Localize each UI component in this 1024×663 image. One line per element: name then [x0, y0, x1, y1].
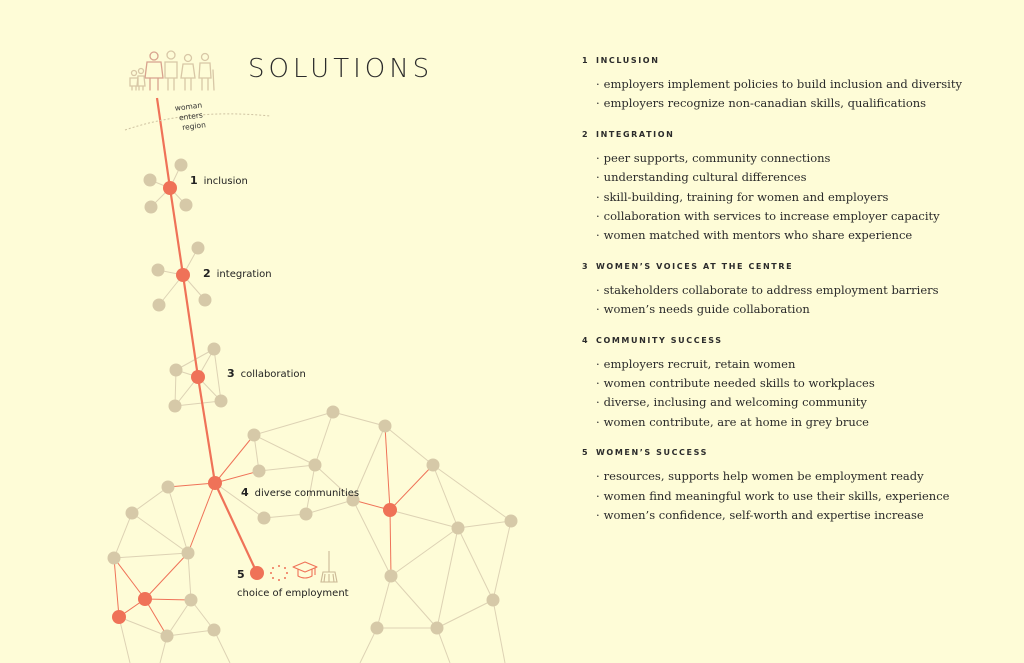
- network-edge: [458, 521, 511, 528]
- network-edge: [114, 558, 145, 599]
- network-node: [169, 400, 182, 413]
- network-edge: [167, 630, 214, 636]
- network-edge: [215, 435, 254, 483]
- section-title: WOMEN’S VOICES AT THE CENTRE: [596, 261, 794, 271]
- list-item: · diverse, inclusing and welcoming community: [596, 393, 1002, 412]
- network-edge: [259, 465, 315, 471]
- network-edge: [390, 465, 433, 510]
- list-item: · employers recognize non-canadian skills, qualifications: [596, 94, 1002, 113]
- stage-label-integration: [203, 267, 272, 280]
- entry-label-line: region: [181, 120, 207, 133]
- list-item: · skill-building, training for women and employers: [596, 188, 1002, 207]
- section-items: [596, 149, 1002, 246]
- graduation-cap-icon: [293, 562, 317, 578]
- network-edge: [493, 600, 505, 663]
- network-node: [192, 242, 205, 255]
- network-edge: [493, 521, 511, 600]
- entry-label: [174, 100, 206, 133]
- network-node: [487, 594, 500, 607]
- network-edge: [168, 487, 188, 553]
- section-womens-success: [582, 447, 1002, 525]
- stage-node: [250, 566, 264, 580]
- network-edge: [132, 487, 168, 513]
- stage-number: 5: [237, 568, 245, 581]
- section-items: [596, 281, 1002, 320]
- network-edge: [333, 412, 385, 426]
- network-edge: [145, 553, 188, 599]
- network-node: [208, 343, 221, 356]
- network-node: [145, 201, 158, 214]
- section-heading: [582, 129, 1002, 141]
- list-item: · employers implement policies to build inclusion and diversity: [596, 75, 1002, 94]
- stage-text: inclusion: [203, 176, 248, 187]
- list-item: · women find meaningful work to use their skills, experience: [596, 487, 1002, 506]
- section-heading: [582, 335, 1002, 347]
- network-edge: [188, 483, 215, 553]
- network-node: [258, 512, 271, 525]
- entry-label-line: enters: [178, 110, 204, 123]
- family-icon: [130, 51, 214, 90]
- network-edge: [437, 600, 493, 628]
- network-edge: [391, 528, 458, 576]
- network-edge: [390, 510, 458, 528]
- entry-label-line: woman: [174, 100, 203, 113]
- stage-label-collaboration: [227, 367, 306, 380]
- network-edge: [315, 412, 333, 465]
- network-node: [153, 299, 166, 312]
- network-node: [144, 174, 157, 187]
- section-womens-voices: [582, 261, 1002, 320]
- network-node: [182, 547, 195, 560]
- section-number: 2: [582, 129, 590, 139]
- network-edge: [458, 528, 493, 600]
- section-heading: [582, 261, 1002, 273]
- network-edge: [391, 576, 437, 628]
- network-node: [170, 364, 183, 377]
- list-item: · resources, supports help women be employment ready: [596, 467, 1002, 486]
- stage-label-inclusion: [190, 174, 248, 187]
- stage-number: 3: [227, 367, 235, 380]
- network-node: [162, 481, 175, 494]
- network-node: [161, 630, 174, 643]
- network-node: [309, 459, 322, 472]
- stage-label-diverse-communities: [241, 486, 359, 499]
- stage-node: [138, 592, 152, 606]
- section-heading: [582, 55, 1002, 67]
- network-edge: [385, 426, 390, 510]
- stage-node: [112, 610, 126, 624]
- network-node: [126, 507, 139, 520]
- network-node: [300, 508, 313, 521]
- list-item: · women’s needs guide collaboration: [596, 300, 1002, 319]
- network-node: [385, 570, 398, 583]
- section-number: 5: [582, 448, 590, 458]
- section-inclusion: [582, 55, 1002, 114]
- network-edge: [390, 510, 391, 576]
- journey-segment: [198, 377, 215, 483]
- list-item: · stakeholders collaborate to address employment barriers: [596, 281, 1002, 300]
- stage-number: 1: [190, 174, 198, 187]
- section-number: 3: [582, 261, 590, 271]
- stage-node: [208, 476, 222, 490]
- network-node: [208, 624, 221, 637]
- network-edge: [132, 513, 188, 553]
- list-item: · peer supports, community connections: [596, 149, 1002, 168]
- network-edge: [385, 426, 433, 465]
- network-node: [452, 522, 465, 535]
- network-edge: [114, 558, 119, 617]
- list-item: · employers recruit, retain women: [596, 355, 1002, 374]
- list-item: · understanding cultural differences: [596, 168, 1002, 187]
- network-edge: [175, 401, 221, 406]
- section-number: 4: [582, 335, 590, 345]
- section-items: [596, 75, 1002, 114]
- network-edge: [433, 465, 511, 521]
- stage-number: 4: [241, 486, 249, 499]
- network-edge: [306, 500, 353, 514]
- network-node: [379, 420, 392, 433]
- network-node: [199, 294, 212, 307]
- network-node: [505, 515, 518, 528]
- network-node: [253, 465, 266, 478]
- stage-label-employment: [237, 568, 251, 581]
- network-edge: [114, 513, 132, 558]
- section-title: INCLUSION: [596, 56, 660, 65]
- stage-text: diverse communities: [254, 488, 360, 499]
- network-edge: [254, 412, 333, 435]
- section-items: [596, 355, 1002, 433]
- stage-node: [383, 503, 397, 517]
- list-item: · women matched with mentors who share experience: [596, 226, 1002, 245]
- list-item: · women contribute needed skills to workplaces: [596, 374, 1002, 393]
- network-node: [185, 594, 198, 607]
- network-node: [371, 622, 384, 635]
- network-node: [431, 622, 444, 635]
- choice-of-employment-label: choice of employment: [237, 588, 349, 599]
- stage-text: integration: [216, 269, 272, 280]
- section-title: WOMEN’S SUCCESS: [596, 448, 708, 458]
- journey-segment: [157, 98, 170, 188]
- list-item: · women contribute, are at home in grey bruce: [596, 413, 1002, 432]
- network-node: [175, 159, 188, 172]
- solutions-list: [582, 55, 1002, 541]
- section-title: COMMUNITY SUCCESS: [596, 335, 723, 345]
- network-node: [152, 264, 165, 277]
- stage-node: [191, 370, 205, 384]
- network-node: [248, 429, 261, 442]
- section-items: [596, 467, 1002, 525]
- section-integration: [582, 129, 1002, 246]
- network-edge: [377, 576, 391, 628]
- section-heading: [582, 447, 1002, 459]
- stage-number: 2: [203, 267, 211, 280]
- network-node: [427, 459, 440, 472]
- network-edge: [188, 553, 191, 600]
- network-edge: [168, 483, 215, 487]
- network-node: [180, 199, 193, 212]
- broom-icon: [321, 551, 337, 582]
- list-item: · women’s confidence, self-worth and expertise increase: [596, 506, 1002, 525]
- stage-node: [163, 181, 177, 195]
- section-community-success: [582, 335, 1002, 433]
- section-number: 1: [582, 56, 590, 65]
- network-edge: [119, 617, 130, 663]
- network-node: [215, 395, 228, 408]
- network-edge: [254, 435, 315, 465]
- stage-node: [176, 268, 190, 282]
- network-node: [327, 406, 340, 419]
- network-edge: [114, 553, 188, 558]
- network-edge: [119, 617, 167, 636]
- network-edge: [214, 349, 221, 401]
- list-item: · collaboration with services to increase employer capacity: [596, 207, 1002, 226]
- page-title: SOLUTIONS: [248, 54, 434, 84]
- network-node: [108, 552, 121, 565]
- network-edge: [437, 528, 458, 628]
- section-title: INTEGRATION: [596, 129, 675, 139]
- people-circle-icon: [270, 565, 288, 581]
- stage-text: collaboration: [240, 369, 306, 380]
